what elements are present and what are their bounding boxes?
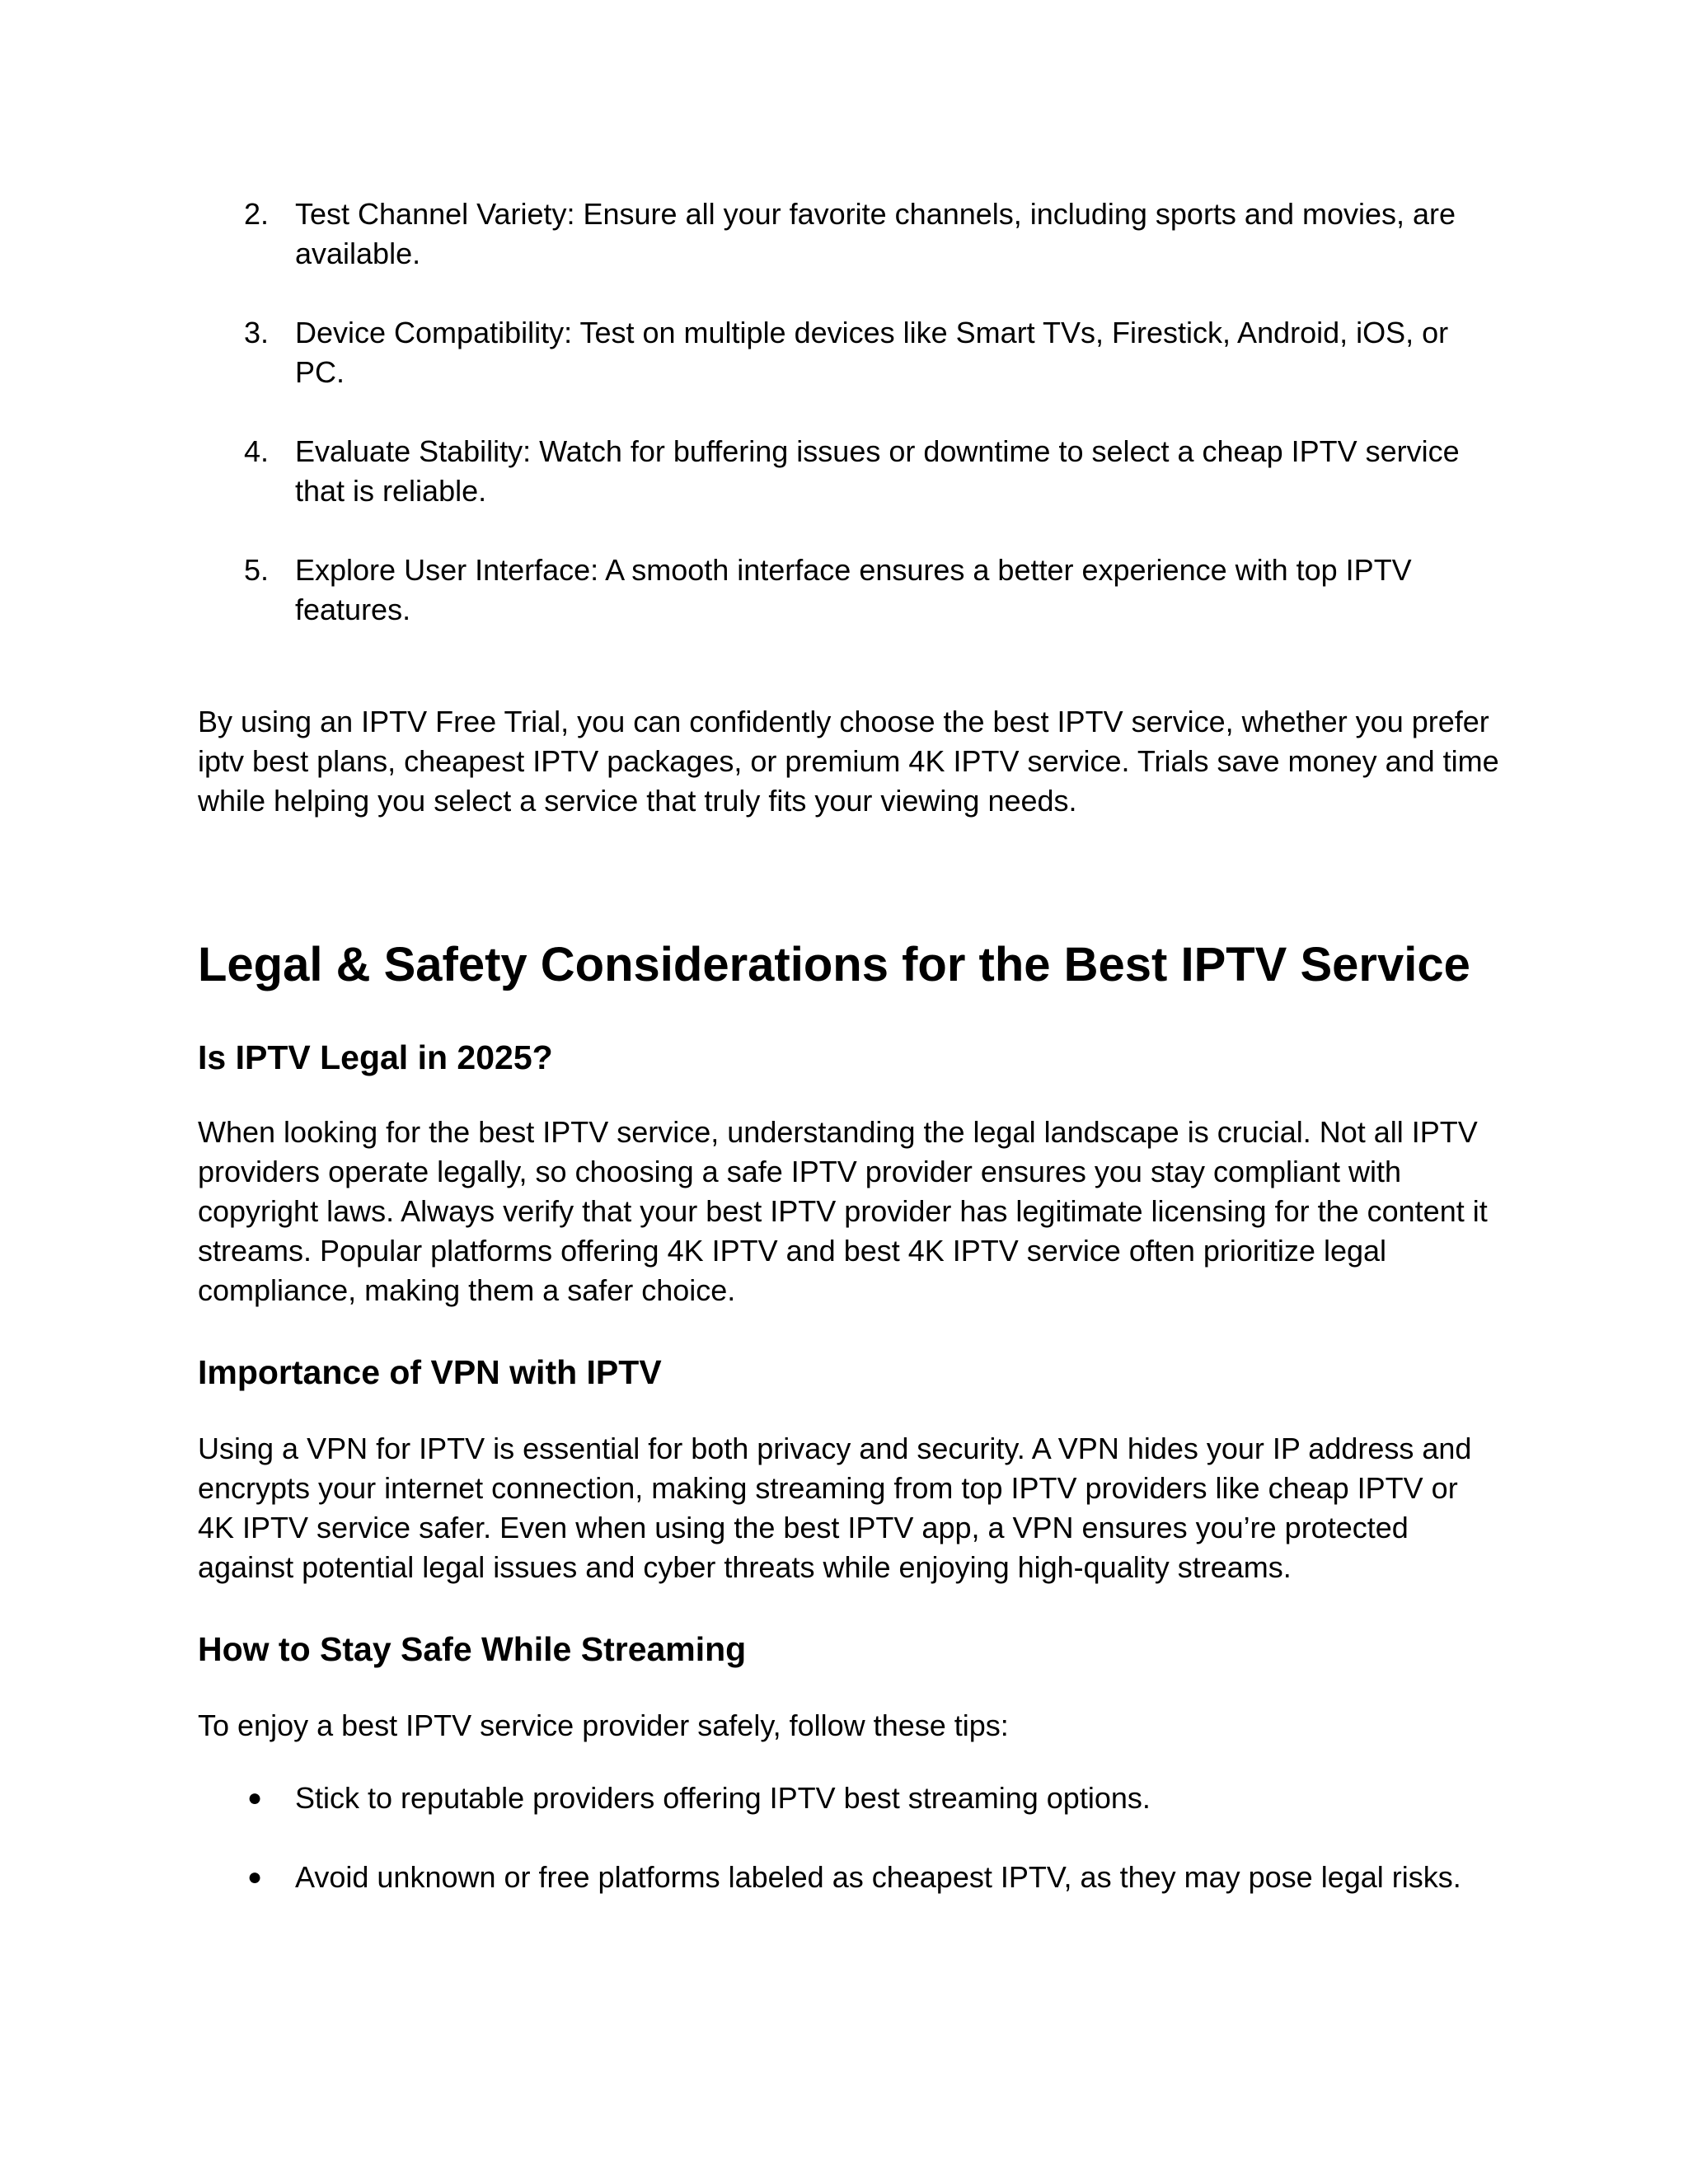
list-item xyxy=(198,1779,1500,1818)
list-number: 2. xyxy=(244,197,270,231)
list-item xyxy=(198,313,1500,392)
list-item-text: Device Compatibility: Test on multiple devices like Smart TVs, Firestick, Android, iOS, or PC. xyxy=(295,316,1449,389)
list-item xyxy=(198,551,1500,630)
vpn-heading: Importance of VPN with IPTV xyxy=(198,1353,662,1391)
trial-steps-list xyxy=(198,194,1500,630)
legal-heading: Is IPTV Legal in 2025? xyxy=(198,1038,553,1076)
trial-summary-paragraph: By using an IPTV Free Trial, you can confidently choose the best IPTV service, whether you prefer iptv best plans, cheapest IPTV packages, or premium 4K IPTV service. Trials save money and time while helping you select a service that truly fits your viewing needs. xyxy=(198,705,1499,818)
section-title: Legal & Safety Considerations for the Best IPTV Service xyxy=(198,938,1470,991)
list-number: 3. xyxy=(244,316,270,349)
list-number: 5. xyxy=(244,553,270,587)
list-number: 4. xyxy=(244,434,270,468)
safety-intro-paragraph: To enjoy a best IPTV service provider safely, follow these tips: xyxy=(198,1708,1009,1742)
list-item-text: Explore User Interface: A smooth interface ensures a better experience with top IPTV features. xyxy=(295,553,1412,626)
list-item xyxy=(198,432,1500,511)
list-item xyxy=(198,194,1500,274)
bullet-icon: ● xyxy=(247,1863,263,1891)
legal-paragraph: When looking for the best IPTV service, understanding the legal landscape is crucial. Not all IPTV providers operate legally, so choosing a safe IPTV provider ensures you stay compliant with copyright laws. Always verify that your best IPTV provider has legitimate licensing for the content it streams. Popular platforms offering 4K IPTV and best 4K IPTV service often prioritize legal compliance, making them a safer choice. xyxy=(198,1115,1488,1307)
bullet-icon: ● xyxy=(247,1784,263,1811)
document-content xyxy=(198,194,1500,1897)
list-item-text: Evaluate Stability: Watch for buffering issues or downtime to select a cheap IPTV service that is reliable. xyxy=(295,434,1460,508)
safety-heading: How to Stay Safe While Streaming xyxy=(198,1630,747,1668)
list-item-text: Avoid unknown or free platforms labeled as cheapest IPTV, as they may pose legal risks. xyxy=(295,1860,1461,1894)
list-item xyxy=(198,1858,1500,1897)
safety-tips-list xyxy=(198,1779,1500,1897)
list-item-text: Stick to reputable providers offering IPTV best streaming options. xyxy=(295,1781,1151,1815)
list-item-text: Test Channel Variety: Ensure all your favorite channels, including sports and movies, are available. xyxy=(295,197,1456,270)
vpn-paragraph: Using a VPN for IPTV is essential for both privacy and security. A VPN hides your IP address and encrypts your internet connection, making streaming from top IPTV providers like cheap IPTV or 4K IPTV service safer. Even when using the best IPTV app, a VPN ensures you’re protected against potential legal issues and cyber threats while enjoying high-quality streams. xyxy=(198,1432,1472,1584)
